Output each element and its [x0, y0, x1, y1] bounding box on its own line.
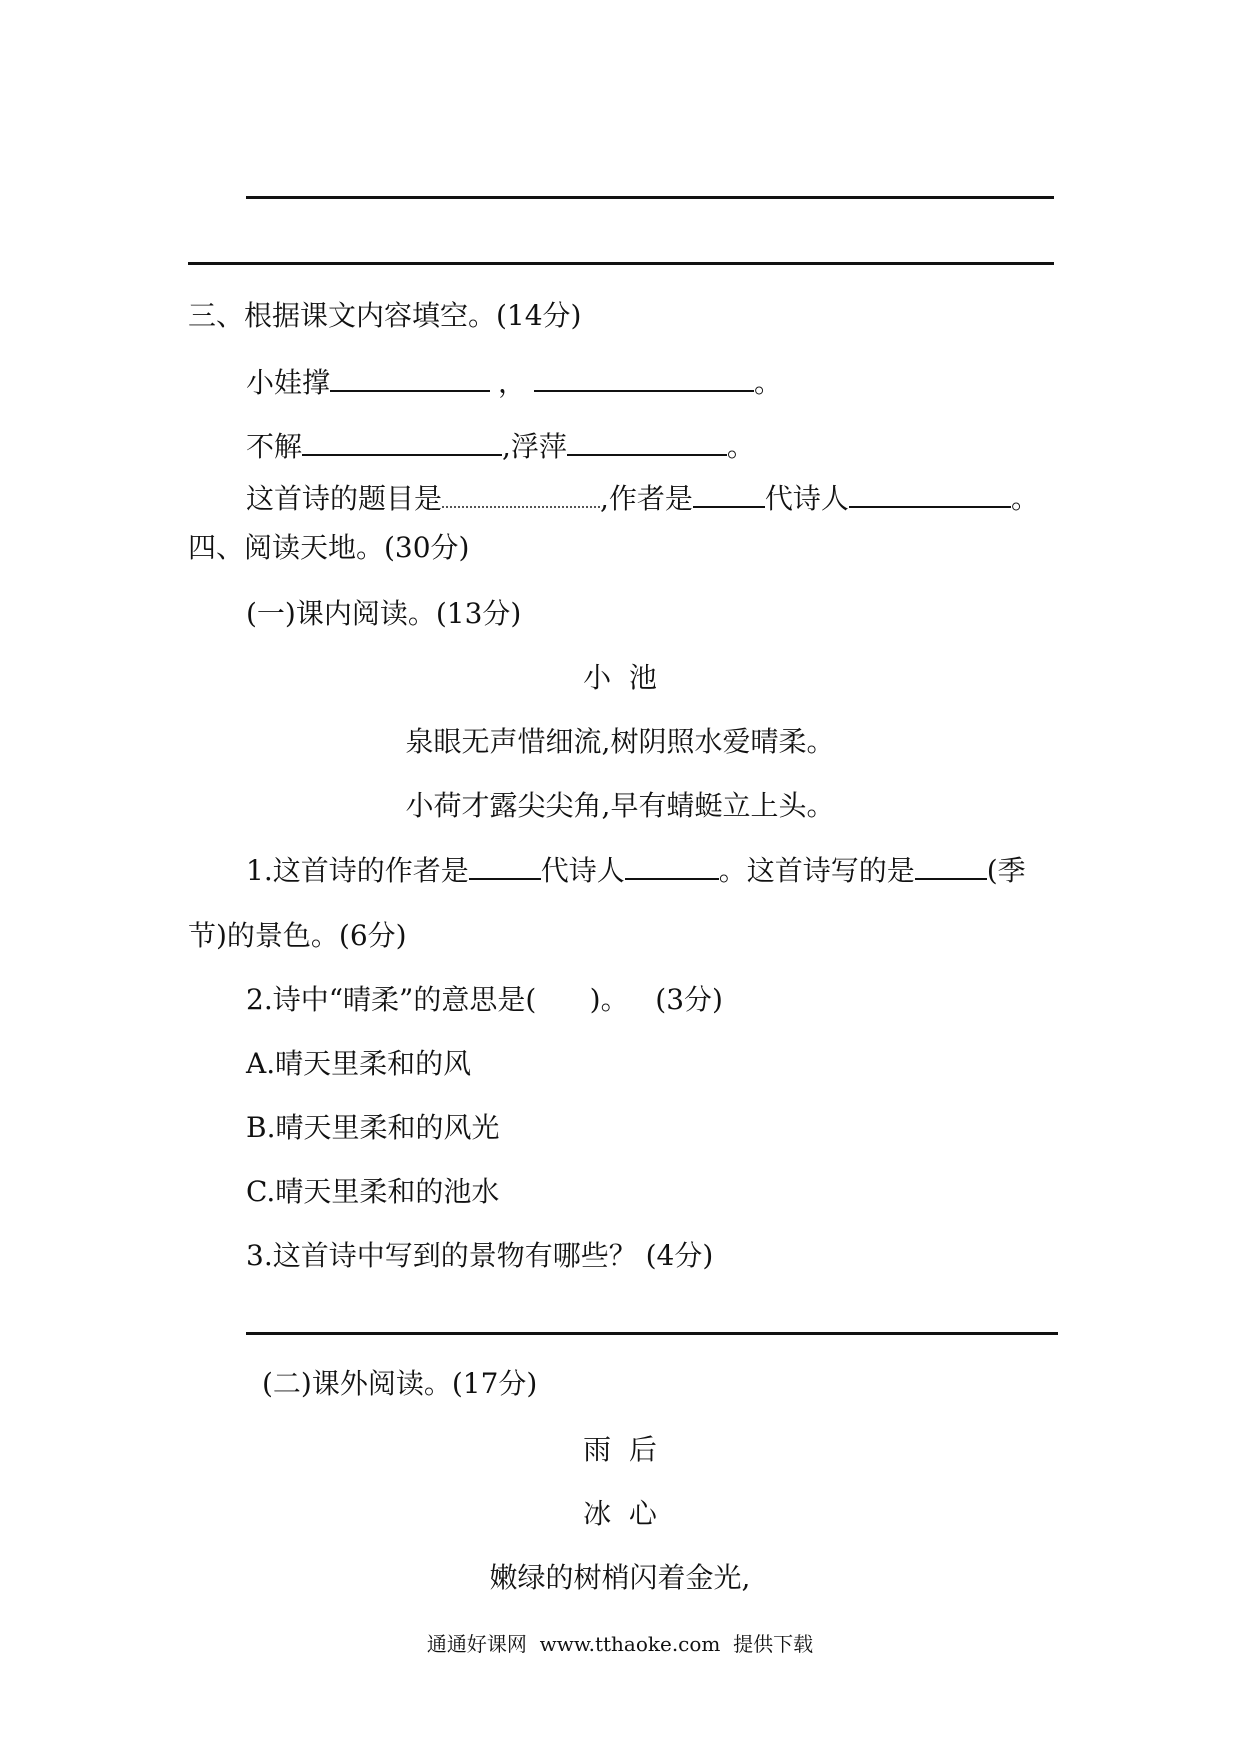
fill-text: 小娃撑 — [246, 366, 331, 399]
fill-text: 。 — [1010, 482, 1039, 515]
fill-text: ,作者是 — [600, 482, 693, 515]
blank-field[interactable] — [469, 852, 541, 880]
question-text: 代诗人 — [540, 854, 625, 887]
poem-title: 雨 后 — [583, 1433, 657, 1466]
option-b[interactable]: B.晴天里柔和的风光 — [246, 1111, 500, 1144]
option-c[interactable]: C.晴天里柔和的池水 — [246, 1175, 500, 1208]
poem-line: 嫩绿的树梢闪着金光, — [489, 1561, 751, 1594]
poem-line: 小荷才露尖尖角,早有蜻蜓立上头。 — [405, 789, 835, 822]
blank-field[interactable] — [567, 428, 727, 456]
question-1 — [246, 852, 1026, 889]
question-text: 。这首诗写的是 — [718, 854, 915, 887]
blank-field[interactable] — [915, 852, 987, 880]
poem-line: 泉眼无声惜细流,树阴照水爱晴柔。 — [405, 725, 835, 758]
option-a[interactable]: A.晴天里柔和的风 — [246, 1047, 472, 1080]
blank-field[interactable] — [849, 480, 1011, 508]
part-2-heading: (二)课外阅读。(17分) — [262, 1367, 538, 1400]
fill-text: ,浮萍 — [502, 430, 567, 463]
blank-field[interactable] — [625, 852, 719, 880]
blank-field[interactable] — [330, 364, 490, 392]
fill-text: 。 — [754, 366, 783, 399]
question-text: 1.这首诗的作者是 — [246, 854, 469, 887]
blank-field[interactable] — [693, 480, 765, 508]
fill-text: 。 — [726, 430, 755, 463]
fill-text: 代诗人 — [764, 482, 849, 515]
blank-field[interactable] — [534, 364, 754, 392]
fill-line-1 — [246, 364, 782, 401]
blank-field[interactable] — [442, 480, 600, 508]
section-3-heading: 三、根据课文内容填空。(14分) — [188, 299, 582, 332]
poem-author: 冰 心 — [583, 1497, 657, 1530]
question-text: (季 — [986, 854, 1026, 887]
poem-title: 小 池 — [583, 661, 657, 694]
fill-text: 这首诗的题目是 — [246, 482, 443, 515]
footer-text: 通通好课网 www.tthaoke.com 提供下载 — [426, 1632, 814, 1656]
question-2: 2.诗中“晴柔”的意思是( )。 (3分) — [246, 983, 723, 1016]
question-1-cont: 节)的景色。(6分) — [188, 919, 407, 952]
blank-field[interactable] — [302, 428, 502, 456]
question-3: 3.这首诗中写到的景物有哪些？ (4分) — [246, 1239, 714, 1272]
answer-line[interactable] — [246, 1332, 1058, 1335]
fill-text: 不解 — [246, 430, 303, 463]
part-1-heading: (一)课内阅读。(13分) — [246, 597, 522, 630]
fill-line-3 — [246, 480, 1039, 517]
answer-line[interactable] — [246, 196, 1054, 199]
section-4-heading: 四、阅读天地。(30分) — [188, 531, 470, 564]
answer-line[interactable] — [188, 262, 1054, 265]
fill-text: ， — [498, 366, 527, 399]
fill-line-2 — [246, 428, 755, 465]
